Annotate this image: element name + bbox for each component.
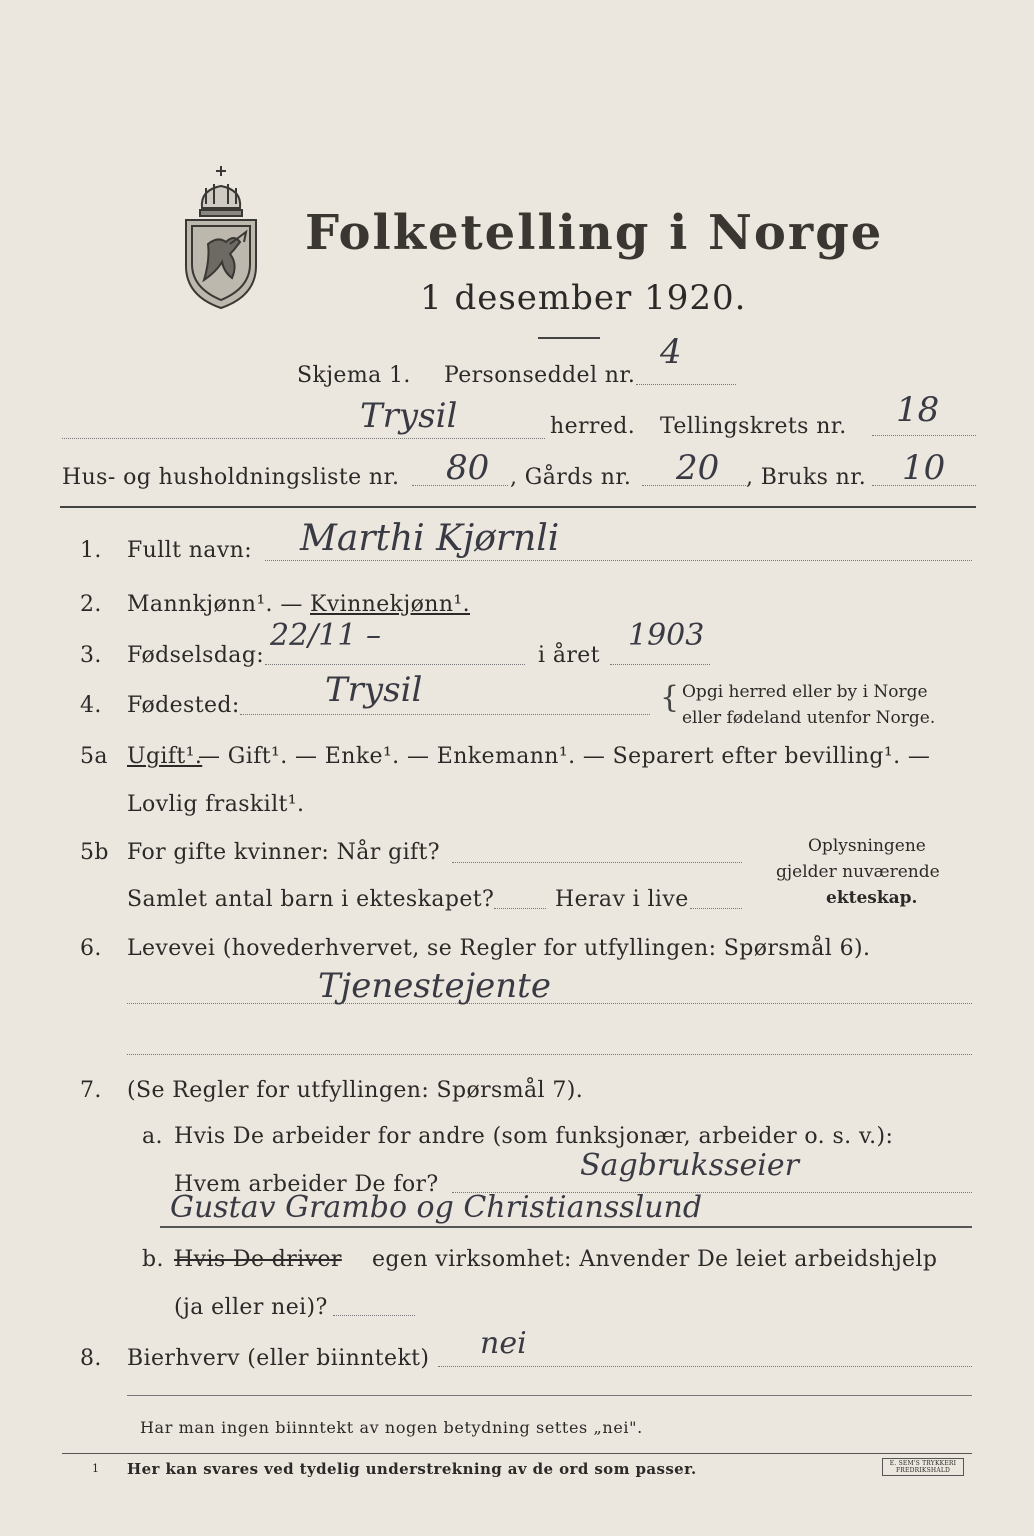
q5a-lovlig-fraskilt: Lovlig fraskilt¹. (127, 792, 305, 817)
q6-label: Levevei (hovederhvervet, se Regler for utfyllingen: Spørsmål 6). (127, 936, 871, 961)
herred-value: Trysil (360, 396, 458, 436)
q8-number: 8. (80, 1346, 102, 1371)
q3-year-line (610, 664, 710, 665)
form-date: 1 desember 1920. (420, 278, 747, 318)
printer-stamp: E. SEM'S TRYKKERI FREDRIKSHALD (882, 1458, 964, 1476)
title-divider (538, 337, 600, 339)
q3-birth-year: 1903 (628, 618, 705, 653)
tellingskrets-label: Tellingskrets nr. (660, 414, 847, 439)
q7a-employer-title: Sagbruksseier (580, 1148, 799, 1183)
footer-divider (127, 1395, 972, 1396)
q4-brace: { (660, 680, 680, 715)
q4-label: Fødested: (127, 693, 240, 718)
q7a-label: Hvis De arbeider for andre (som funksjonær, arbeider o. s. v.): (174, 1124, 894, 1149)
q7-number: 7. (80, 1078, 102, 1103)
footnote-text: Her kan svares ved tydelig understrekning av de ord som passer. (127, 1460, 697, 1478)
q7a-employer-line (160, 1226, 972, 1228)
form-title: Folketelling i Norge (305, 205, 884, 261)
q1-line (265, 560, 972, 561)
q5b-married-line (452, 862, 742, 863)
q7b-label-struck: Hvis De driver (174, 1247, 342, 1272)
q2-mannkjonn: Mannkjønn¹. — (127, 592, 303, 617)
q7b-ja-nei-line (333, 1315, 415, 1316)
q5b-children-label: Samlet antal barn i ekteskapet? (127, 887, 495, 912)
personseddel-value: 4 (660, 332, 682, 372)
tellingskrets-value: 18 (896, 390, 940, 430)
q5b-note-line2: gjelder nuværende (776, 862, 940, 882)
footer-note: Har man ingen biinntekt av nogen betydning settes „nei". (140, 1418, 643, 1437)
q7b-label: egen virksomhet: Anvender De leiet arbeidshjelp (372, 1247, 938, 1272)
q5a-ugift: Ugift¹. (127, 744, 203, 769)
q3-year-label: i året (538, 643, 600, 668)
q5b-alive-line (690, 908, 742, 909)
q5b-note-line1: Oplysningene (808, 836, 926, 856)
bruks-value: 10 (902, 448, 946, 488)
herred-line (62, 438, 545, 439)
personseddel-line (636, 384, 736, 385)
q6-number: 6. (80, 936, 102, 961)
footnote-divider (62, 1453, 972, 1454)
personseddel-label: Personseddel nr. (444, 363, 636, 388)
q4-note-line2: eller fødeland utenfor Norge. (682, 708, 936, 728)
q6-line-2 (127, 1054, 972, 1055)
q1-label: Fullt navn: (127, 538, 253, 563)
header-divider (60, 506, 976, 508)
q8-value: nei (480, 1326, 527, 1361)
q5b-note-line3: ekteskap. (826, 888, 918, 908)
q1-full-name: Marthi Kjørnli (300, 518, 560, 559)
q5a-options: — Gift¹. — Enke¹. — Enkemann¹. — Separert efter bevilling¹. — (198, 744, 931, 769)
footnote-number: 1 (92, 1462, 99, 1475)
q5b-label: For gifte kvinner: Når gift? (127, 840, 440, 865)
q7a-employer-name: Gustav Grambo og Christiansslund (170, 1190, 703, 1225)
coat-of-arms-icon (178, 160, 264, 310)
q5b-number: 5b (80, 840, 109, 865)
q5a-number: 5a (80, 744, 108, 769)
q3-number: 3. (80, 643, 102, 668)
q4-number: 4. (80, 693, 102, 718)
q8-label: Bierhverv (eller biinntekt) (127, 1346, 430, 1371)
q7b-letter: b. (142, 1247, 164, 1272)
q7a-who-label: Hvem arbeider De for? (174, 1172, 439, 1197)
q4-line (240, 714, 650, 715)
gards-value: 20 (676, 448, 720, 488)
q4-note-line1: Opgi herred eller by i Norge (682, 682, 928, 702)
q2-number: 2. (80, 592, 102, 617)
q6-occupation: Tjenestejente (318, 966, 551, 1006)
q4-birthplace: Trysil (325, 670, 423, 710)
herred-label: herred. (550, 414, 636, 439)
hus-value: 80 (446, 448, 490, 488)
q7b-ja-nei-label: (ja eller nei)? (174, 1295, 328, 1320)
q8-line (438, 1366, 972, 1367)
q3-line (265, 664, 525, 665)
tellingskrets-line (872, 435, 976, 436)
q7-label: (Se Regler for utfyllingen: Spørsmål 7). (127, 1078, 584, 1103)
hus-label: Hus- og husholdningsliste nr. (62, 465, 400, 490)
gards-label: , Gårds nr. (510, 465, 632, 490)
q5b-alive-label: Herav i live (555, 887, 689, 912)
q3-label: Fødselsdag: (127, 643, 265, 668)
q5b-children-line (494, 908, 546, 909)
q7a-letter: a. (142, 1124, 163, 1149)
q3-birthday: 22/11 – (270, 618, 381, 653)
q1-number: 1. (80, 538, 102, 563)
bruks-label: , Bruks nr. (746, 465, 867, 490)
schema-label: Skjema 1. (297, 363, 411, 388)
q2-kvinnekjonn: Kvinnekjønn¹. (310, 592, 471, 617)
